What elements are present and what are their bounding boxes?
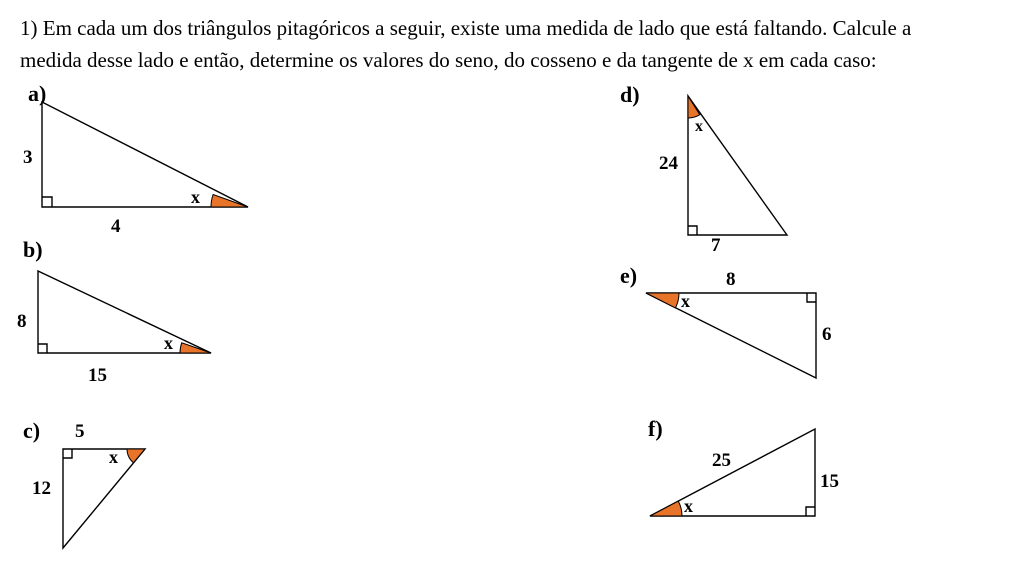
right-angle-c: [63, 449, 72, 458]
right-angle-d: [688, 226, 697, 235]
leg-v-c: 12: [32, 478, 51, 499]
label-a: a): [28, 81, 47, 106]
leg-v-b: 8: [17, 311, 27, 332]
angle-x-f: x: [684, 496, 693, 516]
angle-wedge-d: [688, 96, 700, 118]
triangle-d: [688, 96, 787, 235]
angle-x-b: x: [164, 333, 173, 353]
label-c: c): [23, 418, 41, 443]
leg-v-d: 24: [659, 153, 678, 174]
label-e: e): [620, 263, 638, 288]
right-angle-b: [38, 344, 47, 353]
angle-x-c: x: [109, 447, 118, 467]
angle-wedge-f: [650, 501, 682, 516]
right-angle-e: [807, 293, 816, 302]
angle-wedge-a: [211, 195, 248, 208]
leg-h-b: 15: [88, 365, 107, 386]
leg-v-f: 15: [820, 471, 839, 492]
triangle-a: [42, 102, 248, 207]
leg-h-d: 7: [711, 235, 721, 256]
question-line-1: 1) Em cada um dos triângulos pitagóricos a seguir, existe uma medida de lado que está faltando. Calcule a: [20, 16, 912, 40]
hyp-f: 25: [712, 450, 731, 471]
leg-v-e: 6: [822, 324, 832, 345]
leg-v-a: 3: [23, 147, 33, 168]
leg-h-e: 8: [726, 269, 736, 290]
angle-wedge-b: [180, 343, 211, 353]
angle-x-e: x: [681, 291, 690, 311]
angle-x-d: x: [695, 118, 703, 135]
triangle-c: [63, 449, 145, 548]
triangle-b: [38, 271, 211, 353]
angle-x-a: x: [191, 187, 200, 207]
right-angle-f: [806, 507, 815, 516]
label-d: d): [620, 82, 640, 107]
label-f: f): [648, 416, 663, 441]
question-line-2: medida desse lado e então, determine os valores do seno, do cosseno e da tangente de x em cada caso:: [20, 48, 877, 72]
right-angle-a: [42, 197, 52, 207]
label-b: b): [23, 237, 43, 262]
leg-h-c: 5: [75, 421, 85, 442]
leg-h-a: 4: [111, 216, 121, 237]
angle-wedge-e: [646, 293, 679, 308]
